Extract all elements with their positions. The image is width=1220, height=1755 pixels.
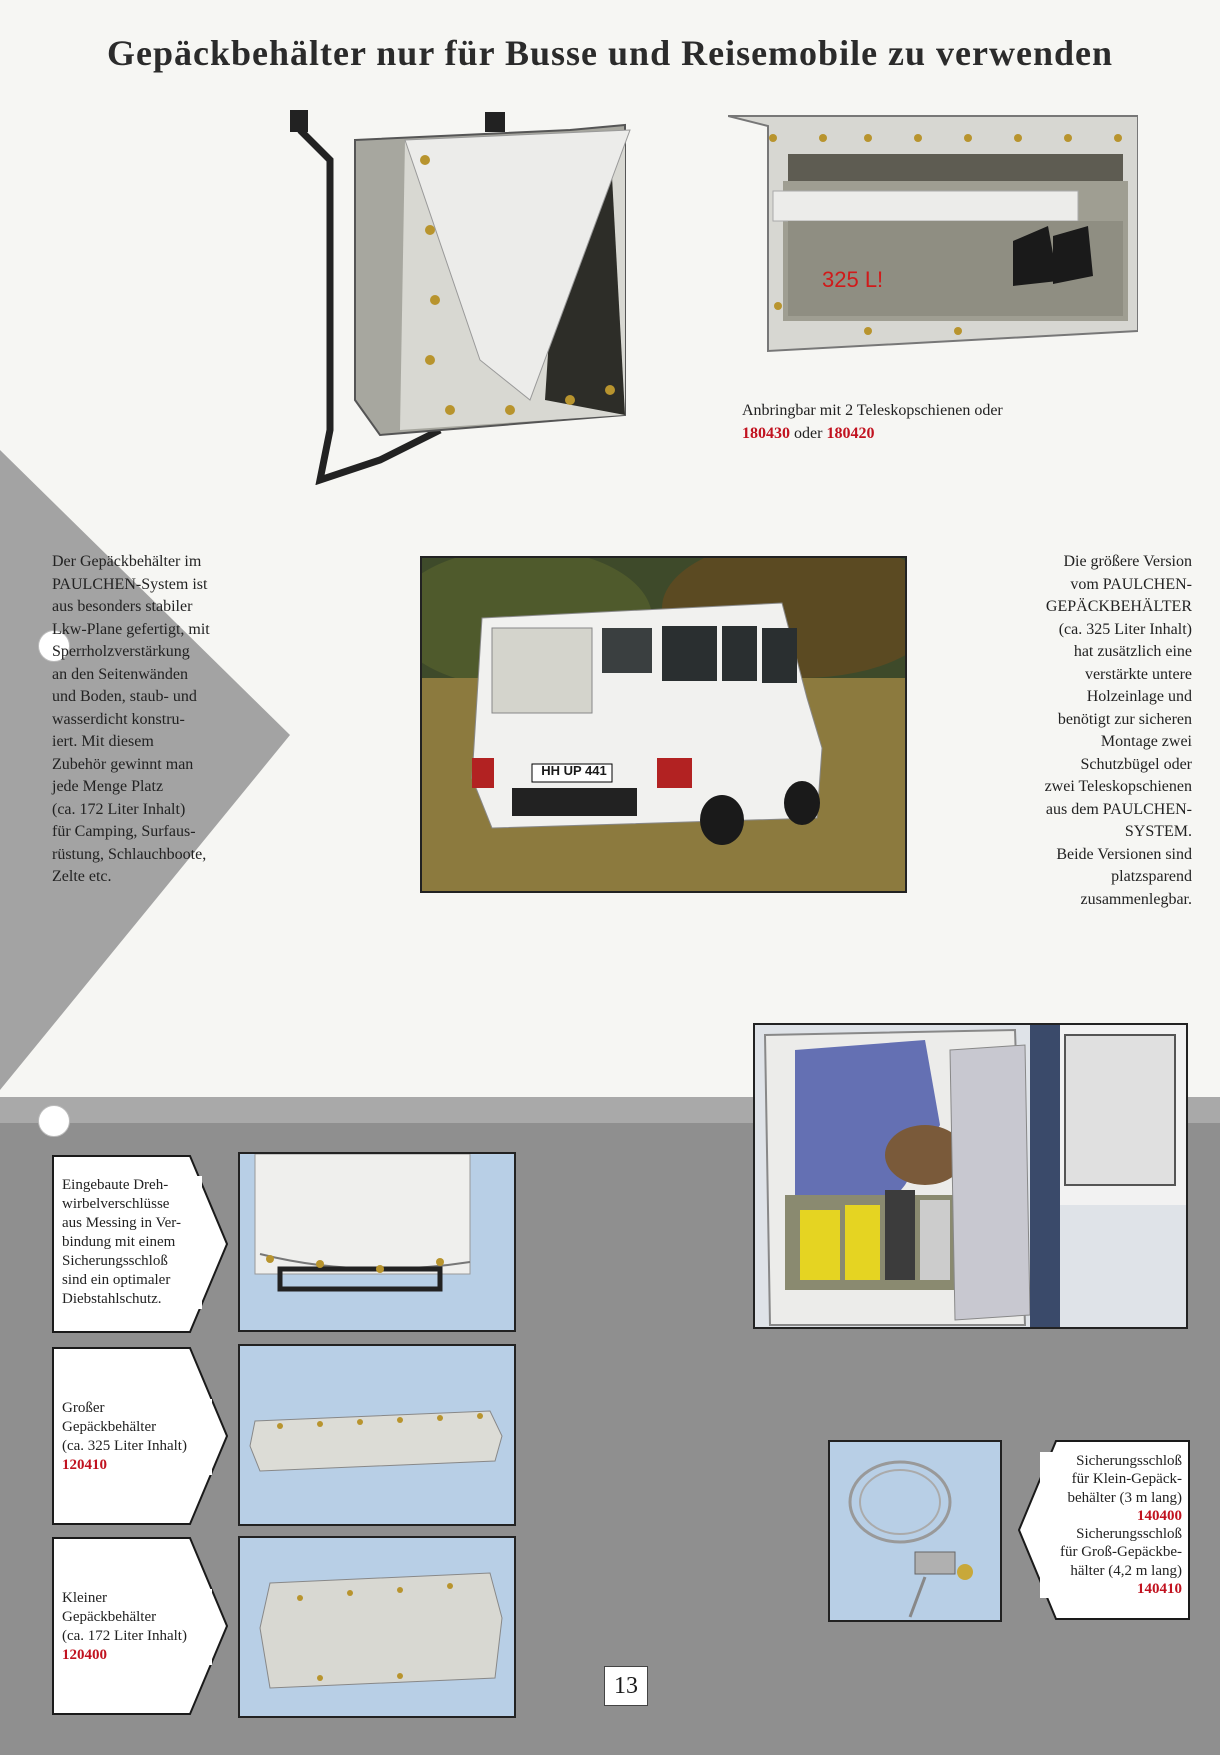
page-title: Gepäckbehälter nur für Busse und Reisemobile zu verwenden [106, 33, 1114, 73]
text-line: Diebstahlschutz. [62, 1291, 162, 1307]
small-container-photo [290, 100, 635, 485]
text-line: SYSTEM. [1124, 823, 1192, 840]
text-line: PAULCHEN-System ist [52, 575, 208, 593]
text-line: bindung mit einem [62, 1234, 176, 1250]
text-line: aus besonders stabiler [52, 598, 193, 615]
text-line: vom PAULCHEN- [1070, 575, 1192, 593]
text-line: Zubehör gewinnt man [52, 755, 194, 773]
article-number: 140400 [1137, 1507, 1182, 1524]
text-line: aus Messing in Ver- [62, 1215, 181, 1231]
page-number: 13 [604, 1666, 648, 1706]
text-line: Der Gepäckbehälter im [52, 553, 202, 570]
article-number: 140410 [1137, 1581, 1182, 1598]
loaded-container-photo [753, 1023, 1188, 1329]
small-container-label [62, 1589, 212, 1665]
text-line: Gepäckbehälter [62, 1419, 157, 1435]
text-line: Kleiner [62, 1590, 107, 1606]
text-line: Sicherungsschloß [1076, 1526, 1182, 1543]
punch-hole [38, 1105, 70, 1137]
lock-feature-text [62, 1176, 202, 1309]
text-line: Die größere Version [1063, 553, 1192, 570]
intro-text [52, 551, 282, 889]
text-line: verstärkte untere [1084, 665, 1192, 683]
text-line: rüstung, Schlauchboote, [52, 845, 207, 863]
article-number: 180420 [826, 424, 875, 442]
text-line: aus dem PAULCHEN- [1045, 800, 1192, 818]
text-line: GEPÄCKBEHÄLTER [1045, 598, 1192, 615]
text-line: Sperrholzverstärkung [52, 643, 190, 660]
text-line: Lkw-Plane gefertigt, mit [52, 620, 210, 638]
swivel-lock-photo [238, 1152, 516, 1332]
text-line: sind ein optimaler [62, 1272, 171, 1288]
text-line: Sicherungsschloß [62, 1253, 168, 1269]
text-line: (ca. 172 Liter Inhalt) [62, 1628, 187, 1644]
text-line: Sicherungsschloß [1076, 1453, 1182, 1469]
article-number: 120410 [62, 1457, 107, 1473]
large-container-label [62, 1399, 212, 1475]
text-line: Zelte etc. [52, 868, 112, 885]
text-line: platzsparend [1111, 868, 1192, 885]
text-line: behälter (3 m lang) [1067, 1489, 1182, 1506]
folded-large-container-photo [238, 1344, 516, 1526]
van-photo [420, 556, 907, 893]
cable-lock-photo [828, 1440, 1002, 1622]
text-line: hälter (4,2 m lang) [1070, 1562, 1182, 1579]
text-line: Holzeinlage und [1086, 688, 1192, 705]
license-plate: HH UP 441 [541, 763, 607, 778]
cable-lock-label [1040, 1452, 1182, 1598]
large-container-photo [728, 106, 1138, 356]
text-line: für Groß-Gepäckbe- [1059, 1544, 1182, 1561]
capacity-label: 325 L! [822, 267, 884, 292]
folded-small-container-photo [238, 1536, 516, 1718]
text-line: Eingebaute Dreh- [62, 1177, 169, 1193]
text-line: zwei Teleskopschienen [1044, 778, 1192, 795]
text-line: Großer [62, 1400, 105, 1416]
text-line: iert. Mit diesem [52, 733, 154, 750]
text-line: benötigt zur sicheren [1057, 710, 1192, 728]
text-line: Montage zwei [1100, 733, 1192, 750]
text-line: Schutzbügel oder [1080, 755, 1192, 773]
text-line: Gepäckbehälter [62, 1609, 157, 1625]
mounting-caption: Anbringbar mit 2 Teleskopschienen oder 180430 oder 180420 [742, 402, 1003, 442]
large-version-text [940, 551, 1192, 911]
text-line: (ca. 325 Liter Inhalt) [62, 1438, 187, 1454]
article-number: 120400 [62, 1647, 107, 1663]
text-line: und Boden, staub- und [52, 688, 197, 705]
text-line: wasserdicht konstru- [52, 710, 185, 728]
text-line: (ca. 172 Liter Inhalt) [52, 800, 186, 818]
text-line: für Klein-Gepäck- [1071, 1471, 1182, 1488]
text-line: für Camping, Surfaus- [52, 823, 196, 840]
text-line: Beide Versionen sind [1056, 845, 1192, 863]
text-line: zusammenlegbar. [1080, 890, 1192, 908]
text-line: (ca. 325 Liter Inhalt) [1058, 620, 1192, 638]
text-line: an den Seitenwänden [52, 665, 188, 683]
text-line: jede Menge Platz [52, 778, 164, 795]
text-line: hat zusätzlich eine [1073, 643, 1192, 660]
article-number: 180430 [742, 424, 790, 442]
text-line: wirbelverschlüsse [62, 1196, 170, 1212]
